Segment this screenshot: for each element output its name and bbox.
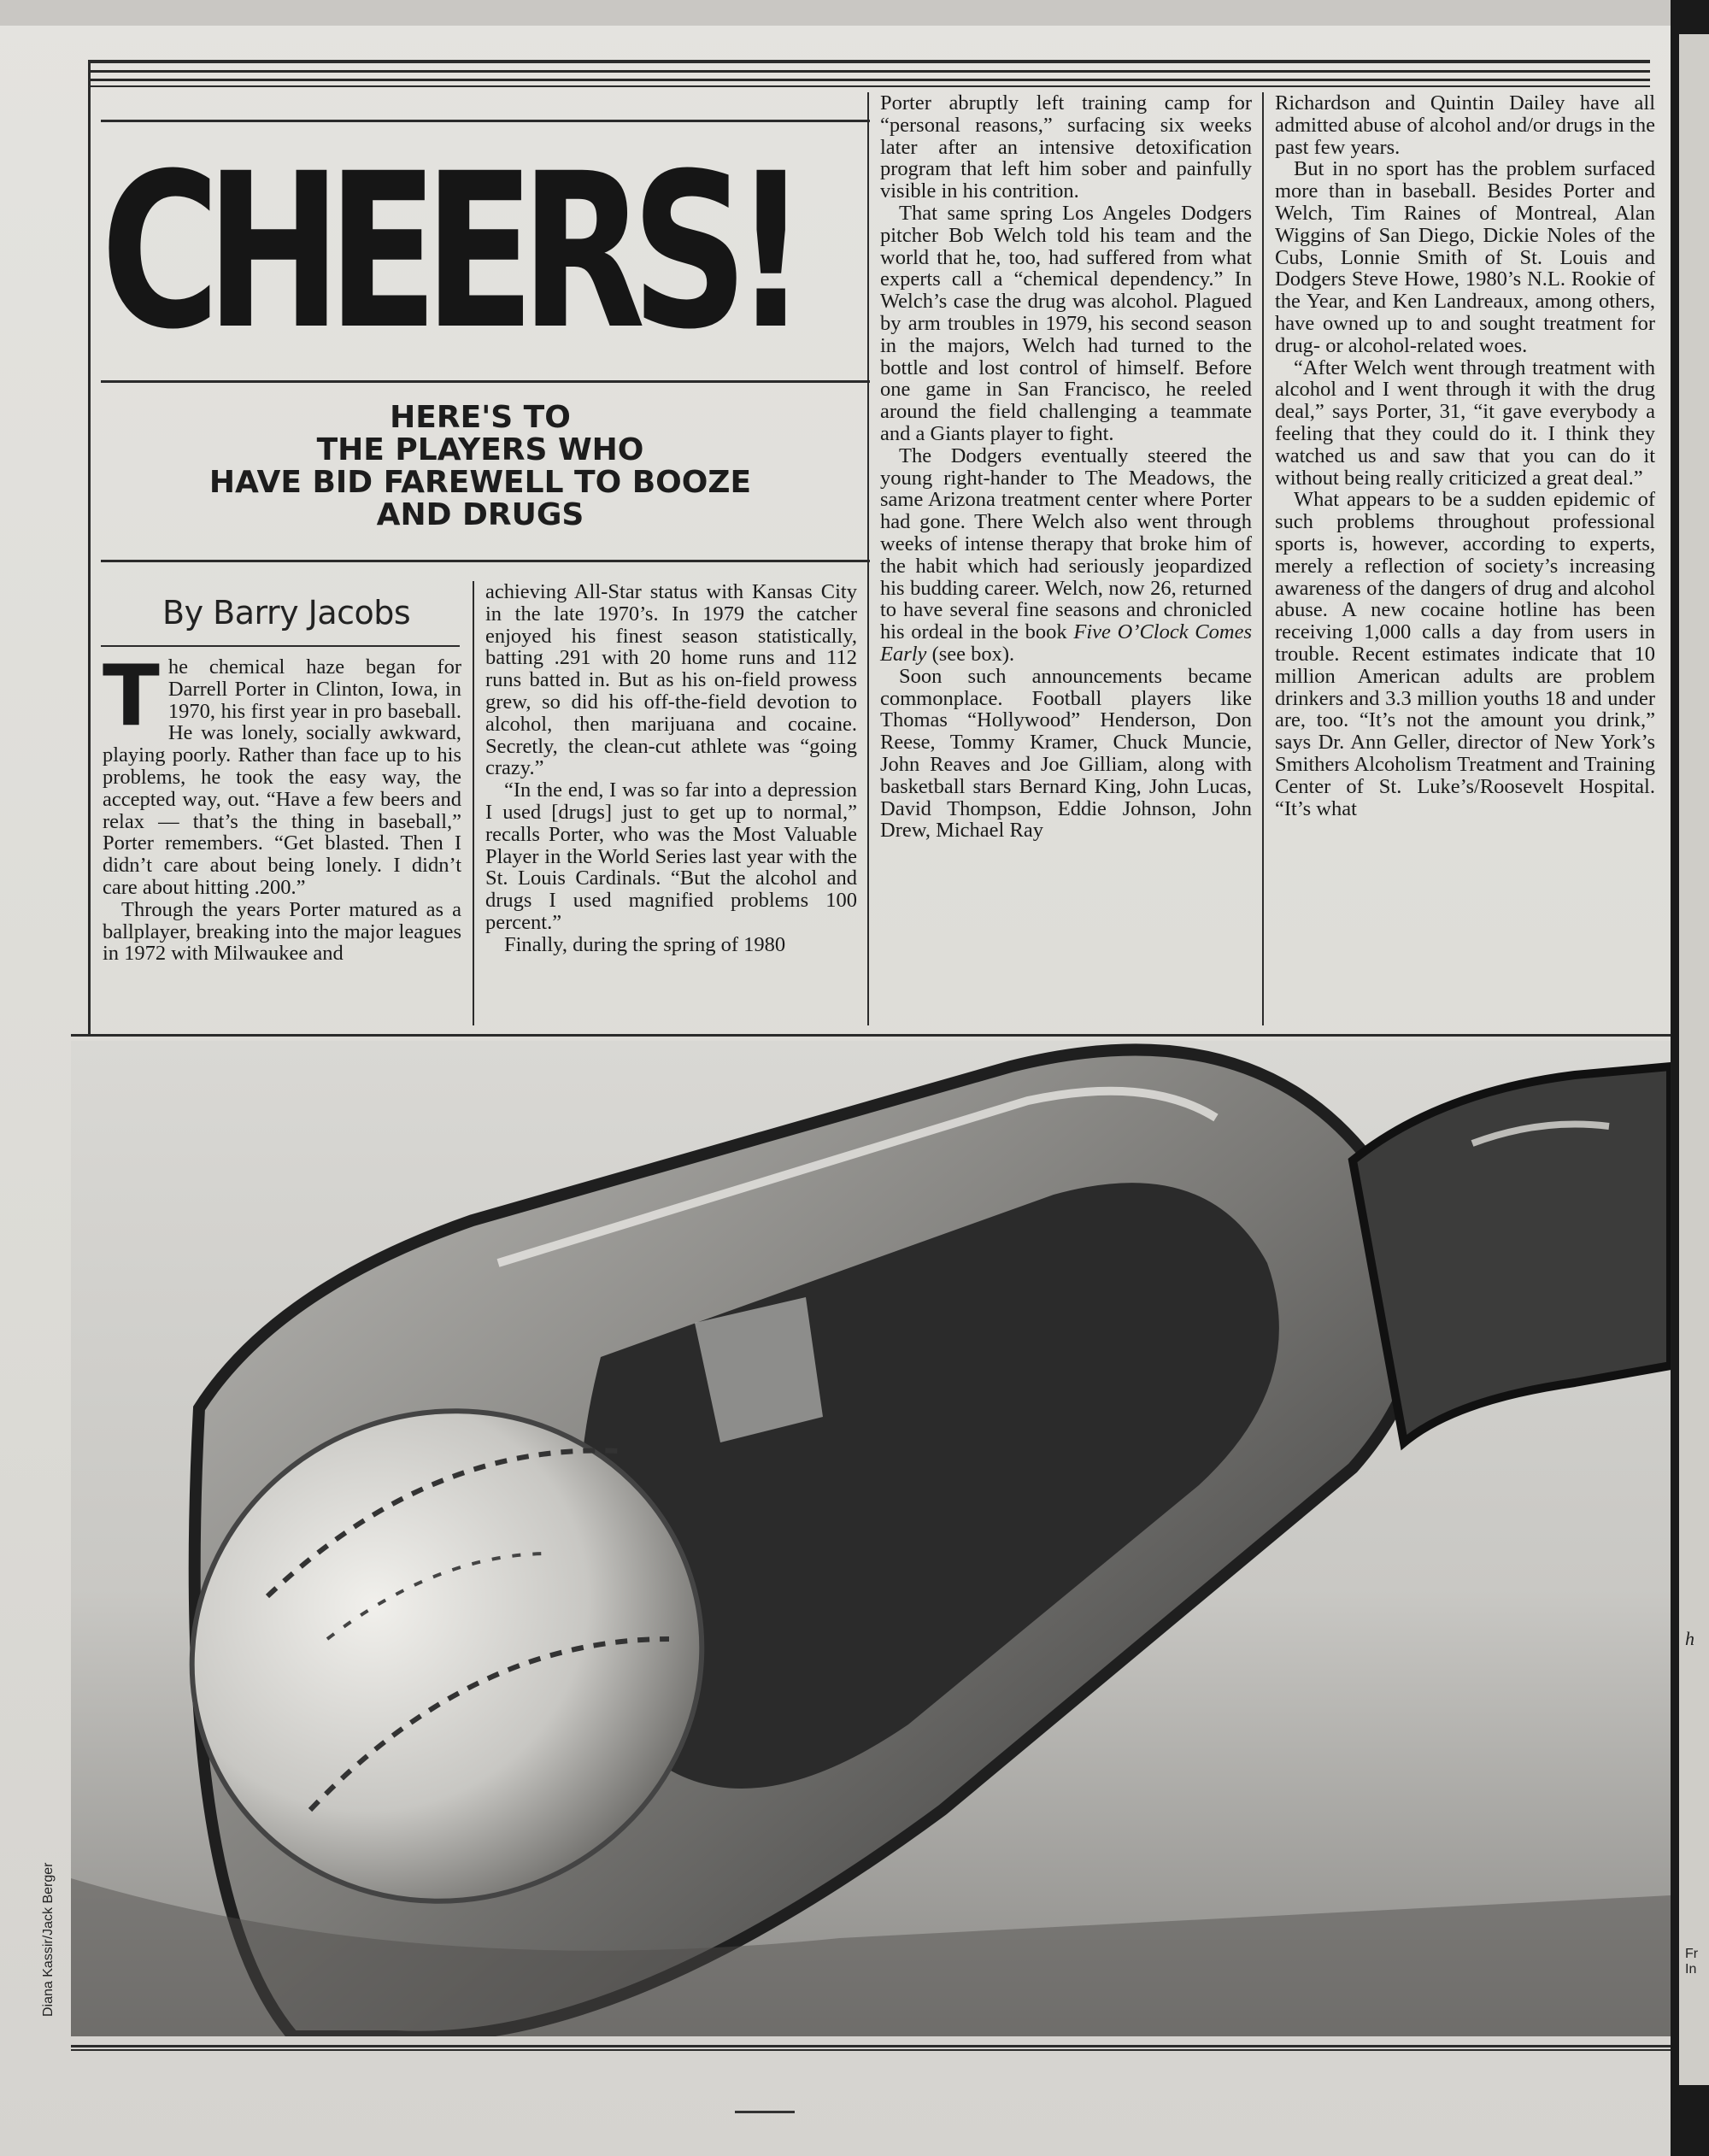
paragraph: Porter abruptly left training camp for “personal reasons,” surfacing six weeks later after an intensive detoxification program that left him sober and painfully visible in his contrition. xyxy=(880,91,1252,203)
bottom-border-rule xyxy=(71,2045,1671,2047)
deck-line: AND DRUGS xyxy=(376,497,584,532)
headline-top-rule xyxy=(101,120,870,122)
deck-line: HAVE BID FAREWELL TO BOOZE xyxy=(208,465,752,500)
next-page-fragment: h xyxy=(1685,1628,1694,1649)
article-column-3 xyxy=(880,92,1252,842)
top-border-rule xyxy=(88,79,1650,81)
book-title: Five O’Clock Comes Early xyxy=(880,620,1252,666)
folio-mark xyxy=(735,2111,795,2113)
next-page-edge xyxy=(1679,34,1709,2085)
left-border-rule xyxy=(88,60,91,1034)
deck-bottom-rule xyxy=(101,560,870,562)
page-top-margin xyxy=(0,0,1709,26)
photo-credit: Diana Kassir/Jack Berger xyxy=(41,1862,56,2017)
drop-cap: T xyxy=(103,648,160,745)
top-border-rule xyxy=(88,70,1650,73)
column-divider xyxy=(1262,92,1264,1025)
headline-bottom-rule xyxy=(101,380,870,383)
paragraph: Through the years Porter matured as a ballplayer, breaking into the major leagues in 1972 with Milwaukee and xyxy=(103,897,461,966)
deck xyxy=(96,402,865,532)
bottom-border-rule xyxy=(71,2049,1671,2051)
paragraph-text: he chemical haze began for Darrell Porter in Clinton, Iowa, in 1970, his first year in pro baseball. He was lonely, socially awkward, playing poorly. Rather than face up to his problems, he took the easy way, the accepted way, out. “Have a few beers and relax — that’s the thing in baseball,” Porter remembers. “Get blasted. Then I didn’t care about being lonely. I didn’t care about hitting .200.” xyxy=(103,655,461,899)
baseball-in-bottle-photo xyxy=(71,1041,1671,2036)
deck-line: THE PLAYERS WHO xyxy=(316,432,644,467)
paragraph: Richardson and Quintin Dailey have all admitted abuse of alcohol and/or drugs in the past few years. xyxy=(1275,91,1655,159)
paragraph: “After Welch went through treatment with alcohol and I went through it with the drug deal,” says Porter, 31, “it gave everybody a feeling that they could do it. I think they watched us and saw that you can do it without being really criticized a great deal.” xyxy=(1275,355,1655,490)
paragraph: “In the end, I was so far into a depression I used [drugs] just to get up to normal,” recalls Porter, who was the Most Valuable Player in the World Series last year with the St. Louis Cardinals. “But the alcohol and drugs I used magnified problems 100 percent.” xyxy=(485,778,857,934)
paragraph: Soon such announcements became commonplace. Football players like Thomas “Hollywood” Henderson, Don Reese, Tommy Kramer, Chuck Muncie, John Reaves and Joe Gilliam, along with basketball stars Bernard King, John Lucas, David Thompson, Eddie Johnson, John Drew, Michael Ray xyxy=(880,664,1252,843)
article-column-4 xyxy=(1275,92,1655,820)
top-border-rule xyxy=(88,85,1650,87)
deck-line: HERE'S TO xyxy=(390,400,571,435)
next-page-fragment: Fr In xyxy=(1685,1947,1699,1977)
column-divider xyxy=(867,92,869,1025)
paragraph xyxy=(880,445,1252,666)
paragraph xyxy=(103,648,461,899)
paragraph: But in no sport has the problem surfaced more than in baseball. Besides Porter and Welch, Tim Raines of Montreal, Alan Wiggins of San Diego, Dickie Noles of the Cubs, Lonnie Smith of St. Louis and Dodgers Steve Howe, 1980’s N.L. Rookie of the Year, and Ken Landreaux, among others, have owned up to and sought treatment for drug- or alcohol-related woes. xyxy=(1275,157,1655,357)
baseball-in-bottle-illustration xyxy=(71,1041,1671,2036)
paragraph-text: The Dodgers eventually steered the young right-hander to The Meadows, the same Arizona treatment center where Porter had gone. There Welch also went through weeks of intense therapy that broke him of the habit which had seriously jeopardized his budding career. Welch, now 26, returned to have several fine seasons and chronicled his ordeal in the book xyxy=(880,444,1252,644)
byline: By Barry Jacobs xyxy=(162,594,411,632)
paragraph: achieving All-Star status with Kansas City in the late 1970’s. In 1979 the catcher enjoyed his finest season statistically, batting .291 with 20 home runs and 112 runs batted in. But as his on-field prowess grew, so did his off-the-field devotion to alcohol, then marijuana and cocaine. Secretly, the clean-cut athlete was “going crazy.” xyxy=(485,580,857,780)
paragraph-text: (see box). xyxy=(926,642,1015,666)
article-column-1 xyxy=(103,648,461,966)
photo-top-rule xyxy=(71,1034,1671,1037)
column-divider xyxy=(473,581,474,1025)
top-border-rule xyxy=(88,60,1650,63)
paragraph: Finally, during the spring of 1980 xyxy=(504,932,786,956)
paragraph: That same spring Los Angeles Dodgers pitcher Bob Welch told his team and the world that he, too, had suffered from what experts call a “chemical dependency.” In Welch’s case the drug was alcohol. Plagued by arm troubles in 1979, his second season in the majors, Welch had turned to the bottle and lost control of himself. Before one game in San Francisco, he reeled around the field challenging a teammate and a Giants player to fight. xyxy=(880,201,1252,445)
paragraph: What appears to be a sudden epidemic of such problems throughout professional sports is, however, according to experts, merely a reflection of society’s increasing awareness of the dangers of drug and alcohol abuse. A new cocaine hotline has been receiving 1,000 calls a day from users in trouble. Recent estimates indicate that 10 million American adults are problem drinkers and 3.3 million youths 18 and under are, too. “It’s not the amount you drink,” says Dr. Ann Geller, director of New York’s Smithers Alcoholism Treatment and Training Center of St. Luke’s/Roosevelt Hospital. “It’s what xyxy=(1275,488,1655,820)
article-column-2 xyxy=(485,581,857,956)
headline: CHEERS! xyxy=(101,127,794,376)
byline-rule xyxy=(101,645,460,647)
